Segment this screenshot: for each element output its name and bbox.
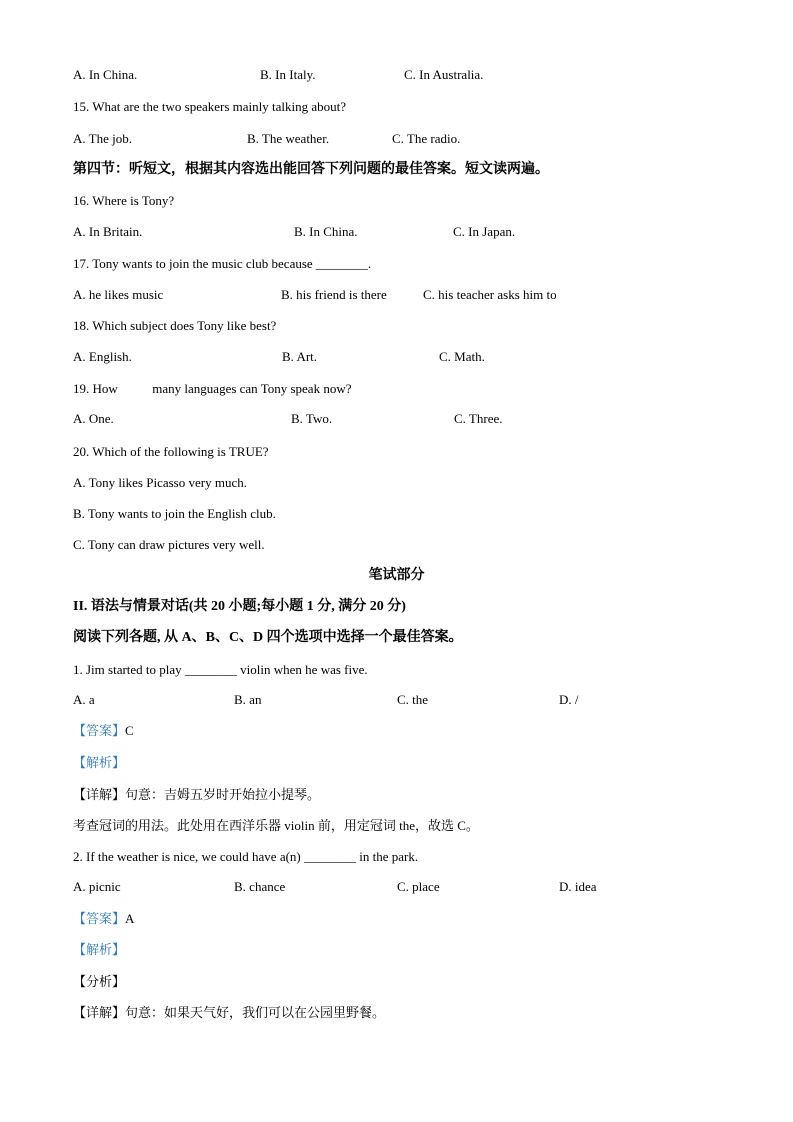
option-a: A. he likes music bbox=[73, 287, 164, 302]
grammar-question-1-stem: 1. Jim started to play ________ violin when he was five. bbox=[73, 662, 368, 677]
option-c: C. In Japan. bbox=[453, 224, 516, 239]
option-a: A. In Britain. bbox=[73, 224, 143, 239]
question-15-stem: 15. What are the two speakers mainly talking about? bbox=[73, 99, 347, 114]
option-a: A. One. bbox=[73, 411, 114, 426]
section-2-instruction: 阅读下列各题, 从 A、B、C、D 四个选项中选择一个最佳答案。 bbox=[73, 630, 463, 645]
question-19-stem bbox=[73, 380, 352, 398]
question-19-stem-end: many languages can Tony speak now? bbox=[152, 381, 352, 396]
question-19-stem-start: 19. How bbox=[73, 381, 118, 396]
option-a: A. Tony likes Picasso very much. bbox=[73, 475, 247, 490]
grammar-question-2-stem: 2. If the weather is nice, we could have a(n) ________ in the park. bbox=[73, 849, 419, 864]
option-a: A. a bbox=[73, 692, 95, 707]
section-2-heading: II. 语法与情景对话(共 20 小题;每小题 1 分, 满分 20 分) bbox=[73, 599, 406, 614]
option-b: B. Two. bbox=[291, 411, 333, 426]
option-b: B. The weather. bbox=[247, 131, 330, 146]
option-a: A. English. bbox=[73, 349, 132, 364]
option-d: D. idea bbox=[559, 879, 597, 894]
option-b: B. Art. bbox=[282, 349, 318, 364]
option-c: C. Math. bbox=[439, 349, 485, 364]
question-18-stem: 18. Which subject does Tony like best? bbox=[73, 318, 277, 333]
option-c: C. his teacher asks him to bbox=[423, 287, 557, 302]
explanation-text: 考查冠词的用法。此处用在西洋乐器 violin 前，用定冠词 the，故选 C。 bbox=[73, 818, 479, 833]
option-c: C. In Australia. bbox=[404, 67, 484, 82]
option-d: D. / bbox=[559, 692, 579, 707]
answer-line bbox=[73, 722, 134, 740]
option-a: A. The job. bbox=[73, 131, 132, 146]
option-c: C. Three. bbox=[454, 411, 503, 426]
analysis-tag: 【解析】 bbox=[73, 755, 126, 770]
option-a: A. In China. bbox=[73, 67, 138, 82]
option-b: B. an bbox=[234, 692, 262, 707]
option-b: B. chance bbox=[234, 879, 286, 894]
answer-tag: 【答案】 bbox=[73, 911, 126, 926]
option-b: B. his friend is there bbox=[281, 287, 387, 302]
option-c: C. place bbox=[397, 879, 440, 894]
section-4-heading: 第四节：听短文，根据其内容选出能回答下列问题的最佳答案。短文读两遍。 bbox=[73, 162, 549, 177]
option-b: B. In China. bbox=[294, 224, 358, 239]
answer-line bbox=[73, 910, 134, 928]
answer-tag: 【答案】 bbox=[73, 723, 126, 738]
answer-value: C bbox=[125, 723, 134, 738]
answer-value: A bbox=[125, 911, 135, 926]
detail-text: 【详解】句意：吉姆五岁时开始拉小提琴。 bbox=[73, 787, 321, 802]
analysis-tag: 【解析】 bbox=[73, 942, 126, 957]
fenxi-tag: 【分析】 bbox=[73, 974, 126, 989]
detail-text: 【详解】句意：如果天气好，我们可以在公园里野餐。 bbox=[73, 1005, 386, 1020]
option-a: A. picnic bbox=[73, 879, 121, 894]
question-16-stem: 16. Where is Tony? bbox=[73, 193, 175, 208]
option-b: B. In Italy. bbox=[260, 67, 316, 82]
option-c: C. Tony can draw pictures very well. bbox=[73, 537, 265, 552]
question-17-stem: 17. Tony wants to join the music club because ________. bbox=[73, 256, 372, 271]
option-c: C. The radio. bbox=[392, 131, 461, 146]
question-20-stem: 20. Which of the following is TRUE? bbox=[73, 444, 269, 459]
option-b: B. Tony wants to join the English club. bbox=[73, 506, 276, 521]
option-c: C. the bbox=[397, 692, 429, 707]
written-section-title: 笔试部分 bbox=[368, 568, 425, 583]
